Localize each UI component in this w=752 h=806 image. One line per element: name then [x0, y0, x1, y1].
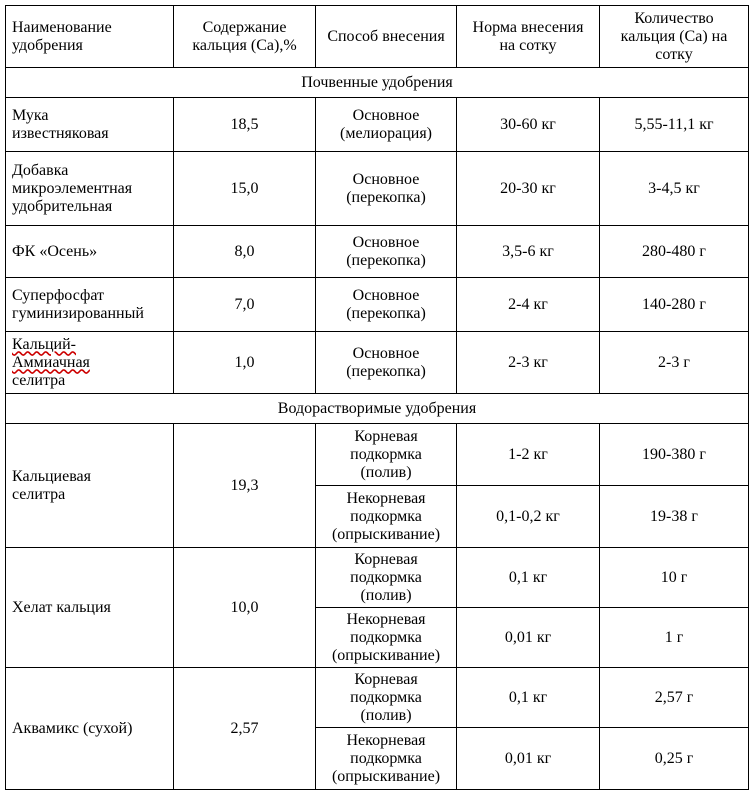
application-method-line: подкормка — [350, 688, 422, 706]
calcium-amount: 140-280 г — [600, 278, 749, 332]
application-method — [316, 98, 457, 152]
fertilizer-name-line: Кальций- — [12, 335, 76, 353]
table-row — [6, 548, 749, 608]
application-rate: 30-60 кг — [457, 98, 600, 152]
calcium-amount: 5,55-11,1 кг — [600, 98, 749, 152]
application-rate: 0,01 кг — [457, 608, 600, 668]
application-method-line: Некорневая — [346, 731, 426, 749]
fertilizer-name-line: Кальциевая — [12, 467, 92, 485]
application-method — [316, 226, 457, 278]
calcium-content: 1,0 — [174, 332, 316, 394]
application-method-line: Корневая — [354, 427, 418, 445]
application-rate: 2-4 кг — [457, 278, 600, 332]
section-water — [6, 394, 749, 424]
application-method — [316, 668, 457, 728]
fertilizer-name — [6, 332, 174, 394]
application-method — [316, 608, 457, 668]
application-method-line: (опрыскивание) — [331, 646, 441, 664]
application-method — [316, 332, 457, 394]
application-method-line: (полив) — [360, 463, 412, 481]
fertilizer-name-line: Добавка — [12, 161, 69, 179]
application-rate: 0,1 кг — [457, 668, 600, 728]
application-method-line: подкормка — [350, 445, 422, 463]
fertilizer-name — [6, 668, 174, 790]
fertilizer-name — [6, 424, 174, 548]
fertilizer-name-line: Мука — [12, 106, 49, 124]
calcium-content: 8,0 — [174, 226, 316, 278]
calcium-amount: 10 г — [600, 548, 749, 608]
header-method: Способ внесения — [316, 6, 457, 68]
fertilizer-name — [6, 98, 174, 152]
section-soil — [6, 68, 749, 98]
fertilizer-name — [6, 226, 174, 278]
application-method — [316, 548, 457, 608]
calcium-content: 2,57 — [174, 668, 316, 790]
table-row — [6, 152, 749, 226]
table-row — [6, 98, 749, 152]
fertilizer-table — [5, 5, 749, 790]
application-method — [316, 728, 457, 790]
application-method-line: (полив) — [360, 586, 412, 604]
application-method-line: Основное — [352, 344, 420, 362]
fertilizer-name — [6, 152, 174, 226]
header-rate: Норма внесения на сотку — [457, 6, 600, 68]
application-method-line: (перекопка) — [346, 251, 426, 269]
fertilizer-name — [6, 278, 174, 332]
calcium-content: 10,0 — [174, 548, 316, 668]
application-method — [316, 152, 457, 226]
application-method-line: Основное — [352, 170, 420, 188]
calcium-amount: 2-3 г — [600, 332, 749, 394]
application-method-line: (перекопка) — [346, 362, 426, 380]
calcium-content: 15,0 — [174, 152, 316, 226]
calcium-amount: 2,57 г — [600, 668, 749, 728]
application-method-line: (опрыскивание) — [331, 525, 441, 543]
application-method — [316, 424, 457, 486]
application-method-line: (опрыскивание) — [331, 767, 441, 785]
application-method-line: Корневая — [354, 670, 418, 688]
application-rate: 20-30 кг — [457, 152, 600, 226]
calcium-content: 19,3 — [174, 424, 316, 548]
fertilizer-name-line: селитра — [12, 485, 66, 503]
fertilizer-name-line: Хелат кальция — [12, 598, 111, 616]
header-row — [6, 6, 749, 68]
calcium-amount: 0,25 г — [600, 728, 749, 790]
calcium-content: 18,5 — [174, 98, 316, 152]
header-calcium: Содержание кальция (Са),% — [174, 6, 316, 68]
section-soil-label: Почвенные удобрения — [6, 68, 749, 98]
application-method-line: Основное — [352, 106, 420, 124]
application-rate: 0,1 кг — [457, 548, 600, 608]
fertilizer-name-line: известняковая — [12, 124, 109, 142]
application-rate: 2-3 кг — [457, 332, 600, 394]
application-method-line: Основное — [352, 233, 420, 251]
application-method-line: подкормка — [350, 749, 422, 767]
application-method-line: Основное — [352, 286, 420, 304]
application-method-line: (мелиорация) — [339, 124, 432, 142]
table-row — [6, 424, 749, 486]
application-method-line: подкормка — [350, 628, 422, 646]
table-row — [6, 332, 749, 394]
fertilizer-name-line: селитра — [12, 371, 66, 389]
application-rate: 3,5-6 кг — [457, 226, 600, 278]
application-method-line: (перекопка) — [346, 304, 426, 322]
application-rate: 0,1-0,2 кг — [457, 486, 600, 548]
application-rate: 0,01 кг — [457, 728, 600, 790]
fertilizer-name-line: Суперфосфат — [12, 286, 105, 304]
fertilizer-name-line: удобрительная — [12, 197, 113, 215]
application-method-line: Корневая — [354, 550, 418, 568]
header-name: Наименование удобрения — [6, 6, 174, 68]
header-amount: Количество кальция (Са) на сотку — [600, 6, 749, 68]
table-row — [6, 226, 749, 278]
calcium-amount: 1 г — [600, 608, 749, 668]
fertilizer-name-line: ФК «Осень» — [12, 242, 98, 260]
fertilizer-name-line: Аммиачная — [12, 353, 90, 371]
fertilizer-name-line: Аквамикс (сухой) — [12, 719, 133, 737]
calcium-amount: 280-480 г — [600, 226, 749, 278]
calcium-amount: 3-4,5 кг — [600, 152, 749, 226]
application-rate: 1-2 кг — [457, 424, 600, 486]
calcium-amount: 190-380 г — [600, 424, 749, 486]
application-method-line: Некорневая — [346, 610, 426, 628]
application-method-line: (полив) — [360, 706, 412, 724]
application-method-line: подкормка — [350, 568, 422, 586]
calcium-content: 7,0 — [174, 278, 316, 332]
application-method — [316, 278, 457, 332]
application-method — [316, 486, 457, 548]
table-row — [6, 668, 749, 728]
fertilizer-name-line: микроэлементная — [12, 179, 133, 197]
application-method-line: Некорневая — [346, 489, 426, 507]
table-row — [6, 278, 749, 332]
application-method-line: (перекопка) — [346, 188, 426, 206]
fertilizer-name-line: гуминизированный — [12, 304, 144, 322]
fertilizer-name — [6, 548, 174, 668]
application-method-line: подкормка — [350, 507, 422, 525]
calcium-amount: 19-38 г — [600, 486, 749, 548]
section-water-label: Водорастворимые удобрения — [6, 394, 749, 424]
